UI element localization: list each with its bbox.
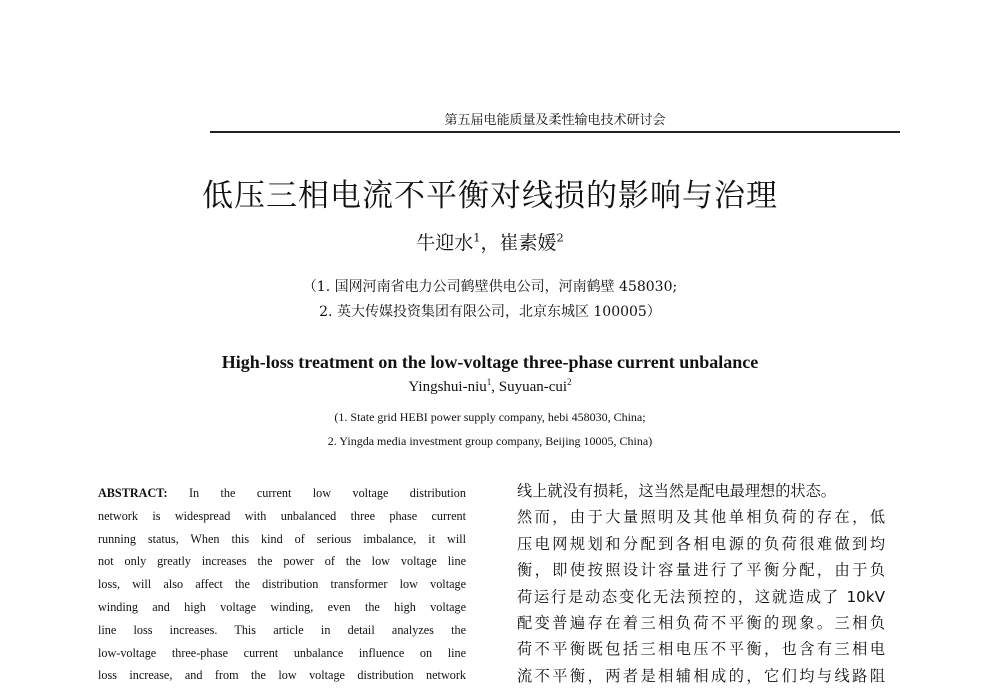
body-line: 线上就没有损耗，这当然是配电最理想的状态。 [517,482,836,500]
conference-name: 第五届电能质量及柔性输电技术研讨会 [444,113,666,128]
abstract-line: network is widespread with unbalanced three phase current [98,508,466,523]
conference-header [210,113,900,133]
affiliation-en-2: 2. Yingda media investment group company, Beijing 10005, China) [327,434,653,448]
abstract-line: low-voltage three-phase current unbalance influence on line [98,645,466,660]
author-2-cn-sup: 2 [556,230,564,245]
body-line: 荷运行是动态变化无法预控的，这就造成了 10kV [517,587,885,606]
author-1-cn: 牛迎水 [416,232,474,254]
abstract-line: loss, will also affect the distribution transformer low voltage [98,577,466,592]
affiliation-cn-1: （1. 国网河南省电力公司鹤壁供电公司，河南鹤壁 458030; [302,279,678,295]
body-line: 配变普遍存在着三相负荷不平衡的现象。三相负 [517,613,885,632]
body-line: 荷不平衡既包括三相电压不平衡，也含有三相电 [517,640,885,659]
abstract-line: winding and high voltage winding, even the high voltage [98,599,466,614]
body-text-cn-column [517,478,885,689]
body-line: 压电网规划和分配到各相电源的负荷很难做到均 [517,534,885,553]
abstract-line [98,482,466,505]
authors-en [0,379,980,396]
abstract-line: line loss increases. This article in detail analyzes the [98,622,466,637]
author-2-en: Suyuan-cui [498,379,568,395]
affiliation-en-1: (1. State grid HEBI power supply company, hebi 458030, China; [334,410,646,424]
author-1-cn-sup: 1 [473,230,481,245]
abstract-label: ABSTRACT: [98,486,168,500]
authors-cn [0,228,980,255]
abstract-line: not only greatly increases the power of the low voltage line [98,554,466,569]
body-line: 然而，由于大量照明及其他单相负荷的存在，低 [517,508,885,527]
author-2-en-sup: 2 [567,377,572,387]
paper-title-cn: 低压三相电流不平衡对线损的影响与治理 [202,178,778,214]
author-sep-cn: ， [480,232,500,254]
abstract-line: loss increase, and from the low voltage distribution network [98,668,466,683]
author-sep-en: , [491,379,499,395]
paper-title-en: High-loss treatment on the low-voltage three-phase current unbalance [221,352,759,372]
abstract-column [98,482,466,687]
abstract-line: running status, When this kind of serious imbalance, it will [98,531,466,546]
affiliation-cn-2: 2. 英大传媒投资集团有限公司，北京东城区 100005） [319,304,661,320]
author-1-en-sup: 1 [486,377,492,387]
author-2-cn: 崔素媛 [499,232,557,254]
abstract-line-text: In the current low voltage distribution [167,486,466,500]
author-1-en: Yingshui-niu [408,379,487,395]
body-line: 流不平衡，两者是相辅相成的，它们均与线路阻 [517,666,885,685]
body-line: 衡，即使按照设计容量进行了平衡分配，由于负 [517,561,885,580]
